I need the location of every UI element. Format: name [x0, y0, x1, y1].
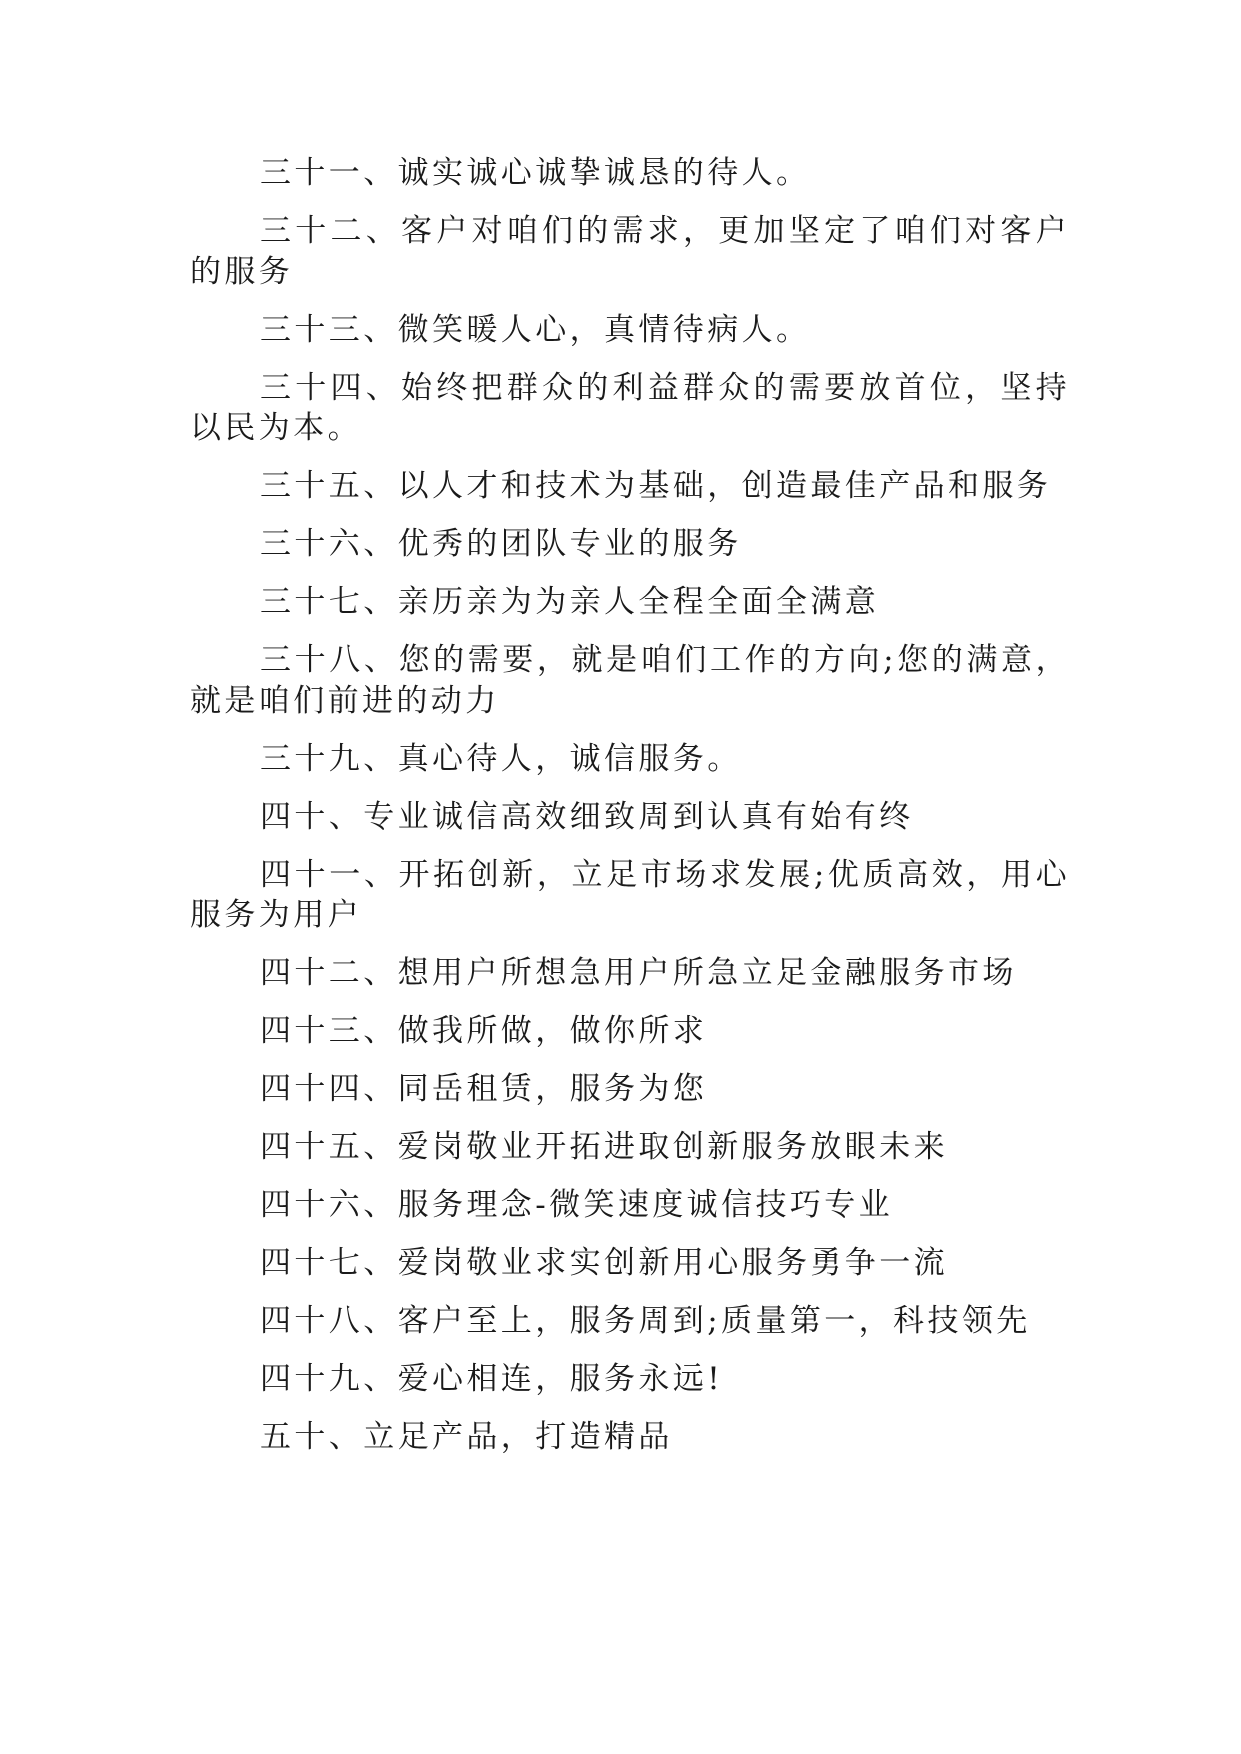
paragraph-36: 三十六、优秀的团队专业的服务 [260, 526, 742, 562]
paragraph-42: 四十二、想用户所想急用户所急立足金融服务市场 [260, 955, 1017, 991]
paragraph-40: 四十、专业诚信高效细致周到认真有始有终 [260, 798, 914, 835]
paragraph-43: 四十三、做我所做，做你所求 [260, 1013, 708, 1049]
paragraph-35: 三十五、以人才和技术为基础，创造最佳产品和服务 [260, 468, 1052, 504]
paragraph-34: 三十四、始终把群众的利益群众的需要放首位，坚持以民为本。 [190, 369, 1070, 446]
paragraph-46: 四十六、服务理念-微笑速度诚信技巧专业 [260, 1187, 894, 1223]
paragraph-31: 三十一、诚实诚心诚挚诚恳的待人。 [260, 155, 811, 191]
document-body [190, 153, 1070, 1475]
paragraph-39: 三十九、真心待人，诚信服务。 [260, 740, 742, 777]
paragraph-50: 五十、立足产品，打造精品 [260, 1419, 673, 1455]
paragraph-47: 四十七、爱岗敬业求实创新用心服务勇争一流 [260, 1245, 948, 1281]
paragraph-45: 四十五、爱岗敬业开拓进取创新服务放眼未来 [260, 1129, 948, 1165]
paragraph-48: 四十八、客户至上，服务周到;质量第一，科技领先 [260, 1303, 1031, 1339]
paragraph-33: 三十三、微笑暖人心，真情待病人。 [260, 311, 811, 348]
paragraph-44: 四十四、同岳租赁，服务为您 [260, 1071, 708, 1107]
paragraph-37: 三十七、亲历亲为为亲人全程全面全满意 [260, 584, 880, 620]
paragraph-32: 三十二、客户对咱们的需求，更加坚定了咱们对客户的服务 [190, 213, 1070, 290]
paragraph-38: 三十八、您的需要，就是咱们工作的方向;您的满意，就是咱们前进的动力 [190, 642, 1070, 719]
paragraph-41: 四十一、开拓创新，立足市场求发展;优质高效，用心服务为用户 [190, 856, 1070, 933]
paragraph-49: 四十九、爱心相连，服务永远! [260, 1361, 724, 1397]
